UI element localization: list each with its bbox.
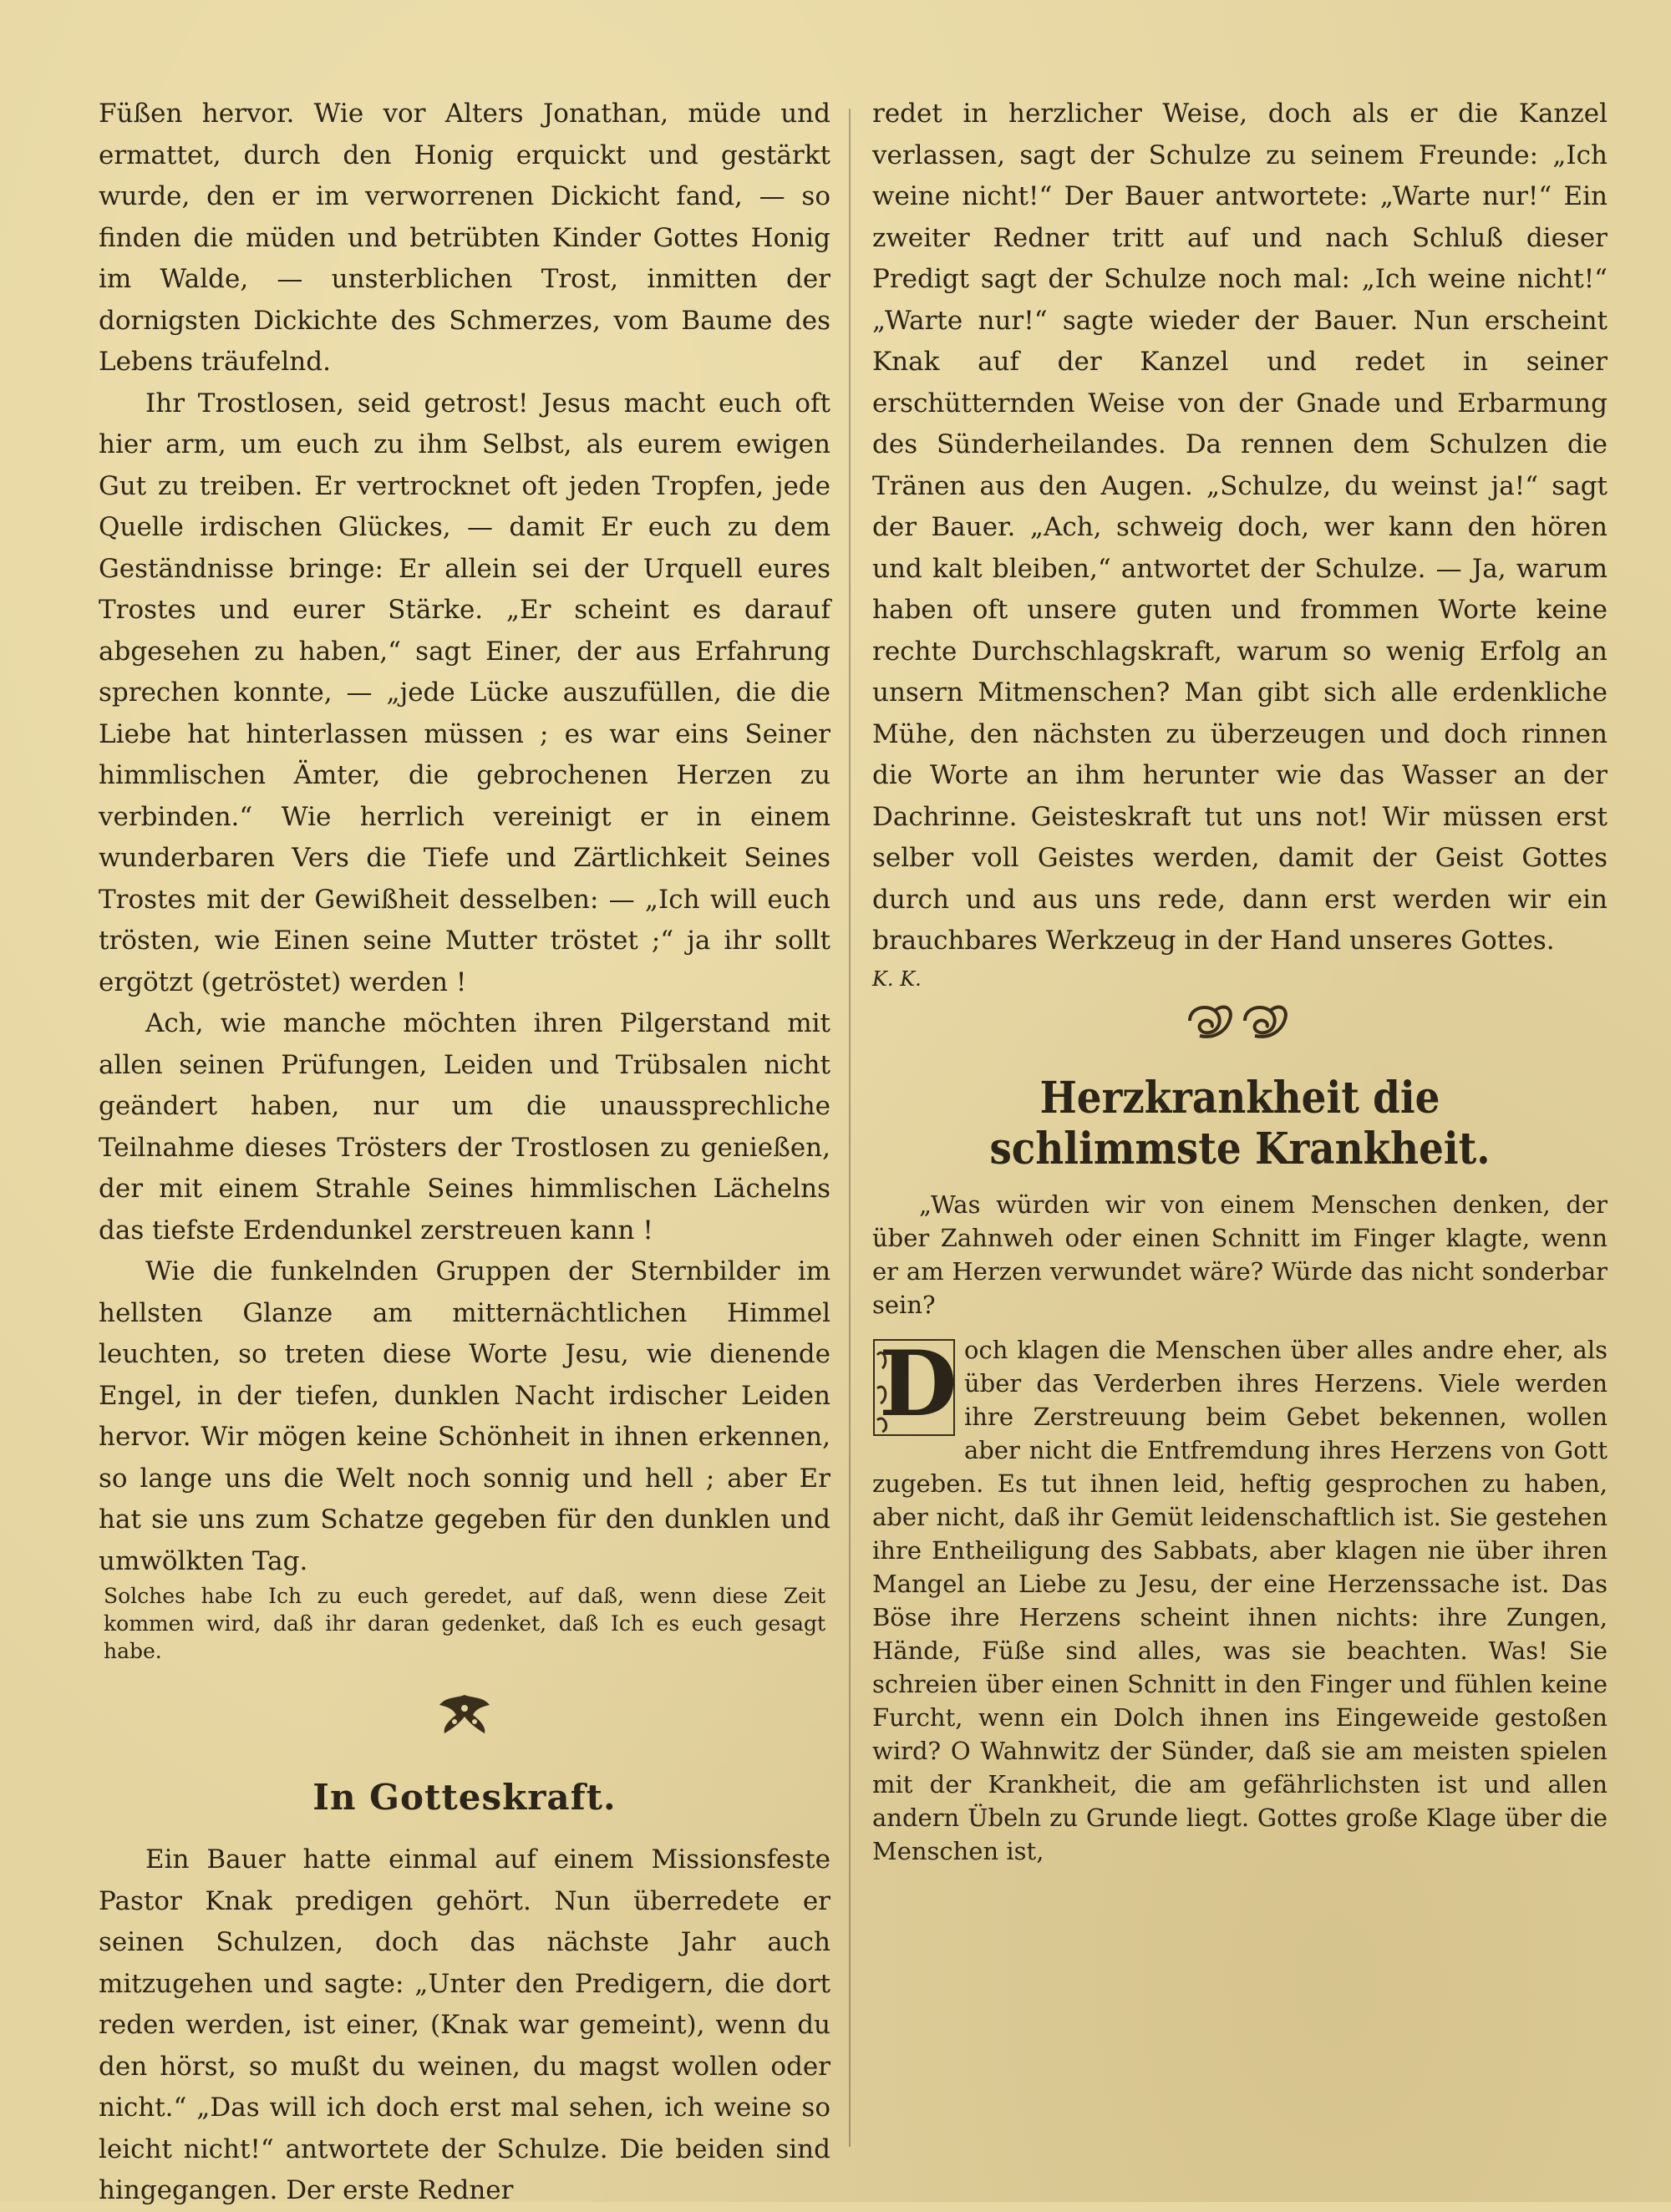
scripture-quote: Solches habe Ich zu euch geredet, auf daß, wenn diese Zeit kommen wird, daß ihr daran gedenket, daß Ich es euch gesagt habe. <box>104 1584 825 1663</box>
right-paragraph-2: och klagen die Menschen über alles andre eher, als über das Verderben ihres Herzens. Viele werden ihre Zerstreuung beim Gebet bekennen, wollen aber nicht die Entfremdung ihres Herzens von Gott zugeben. Es tut ihnen leid, heftig gesprochen zu haben, aber nicht, daß ihr Gemüt leidenschaftlich ist. Sie gestehen ihre Entheiligung des Sabbats, aber klagen nie über ihren Mangel an Liebe zu Jesu, der eine Herzenssache ist. Das Böse ihre Herzens scheint ihnen nichts: ihre Zungen, Hände, Füße sind alles, was sie beachten. Was! Sie schreien über einen Schnitt in den Finger und fühlen keine Furcht, wenn ein Dolch ihnen ins Eingeweide gestoßen wird? O Wahnwitz der Sünder, daß sie am meisten spielen mit der Krankheit, die am gefährlichsten ist und allen andern Übeln zu Grunde liegt. Gottes große Klage über die Menschen ist, <box>872 1335 1608 1865</box>
section-title-gotteskraft: In Gotteskraft. <box>312 1777 617 1818</box>
left-column <box>99 94 830 2212</box>
left-paragraph-3: Ach, wie manche möchten ihren Pilgerstand mit allen seinen Prüfungen, Leiden und Trübsalen nicht geändert haben, nur um die unaussprechliche Teilnahme dieses Trösters der Trostlosen zu genießen, der mit einem Strahle Seines himmlischen Lächelns das tiefste Erdendunkel zerstreuen kann ! <box>99 1008 830 1246</box>
dropcap-letter: D <box>879 1331 957 1437</box>
right-paragraph-1: redet in herzlicher Weise, doch als er die Kanzel verlassen, sagt der Schulze zu seinem Freunde: „Ich weine nicht!“ Der Bauer antwortete: „Warte nur!“ Ein zweiter Redner tritt auf und nach Schluß dieser Predigt sagt der Schulze noch mal: „Ich weine nicht!“ „Warte nur!“ sagte wieder der Bauer. Nun erscheint Knak auf der Kanzel und redet in seiner erschütternden Weise von der Gnade und Erbarmung des Sünderheilandes. Da rennen dem Schulzen die Tränen aus den Augen. „Schulze, du weinst ja!“ sagt der Bauer. „Ach, schweig doch, wer kann den hören und kalt bleiben,“ antwortet der Schulze. — Ja, warum haben oft unsere guten und frommen Worte keine rechte Durchschlagskraft, warum so wenig Erfolg an unsern Mitmenschen? Man gibt sich alle erdenkliche Mühe, den nächsten zu überzeugen und doch rinnen die Worte an ihm herunter wie das Wasser an der Dachrinne. Geisteskraft tut uns not! Wir müssen erst selber voll Geistes werden, damit der Geist Gottes durch und aus uns rede, dann erst werden wir ein brauchbares Werkzeug in der Hand unseres Gottes. <box>872 99 1608 956</box>
signature: K. K. <box>872 966 922 991</box>
left-paragraph-5: Ein Bauer hatte einmal auf einem Missionsfeste Pastor Knak predigen gehört. Nun überredete er seinen Schulzen, doch das nächste Jahr auch mitzugehen und sagte: „Unter den Predigern, die dort reden werden, ist einer, (Knak war gemeint), wenn du den hörst, so mußt du weinen, du magst wollen oder nicht.“ „Das will ich doch erst mal sehen, ich weine so leicht nicht!“ antwortete der Schulze. Die beiden sind hingegangen. Der erste Redner <box>99 1844 830 2205</box>
article-body <box>872 1333 1608 1868</box>
leaf-ornament-icon <box>99 1690 830 1740</box>
left-paragraph-4: Wie die funkelnden Gruppen der Sternbilder im hellsten Glanze am mitternächtlichen Himmel leuchten, so treten diese Worte Jesu, wie dienende Engel, in der tiefen, dunklen Nacht irdischer Leiden hervor. Wir mögen keine Schönheit in ihnen erkennen, so lange uns die Welt noch sonnig und hell ; aber Er hat sie uns zum Schatze gegeben für den dunklen und umwölkten Tag. <box>99 1256 830 1576</box>
left-paragraph-1: Füßen hervor. Wie vor Alters Jonathan, müde und ermattet, durch den Honig erquickt und gestärkt wurde, den er im verworrenen Dickicht fand, — so finden die müden und betrübten Kinder Gottes Honig im Walde, — unsterblichen Trost, inmitten der dornigsten Dickichte des Schmerzes, vom Baume des Lebens träufelnd. <box>99 99 830 377</box>
double-flourish-ornament-icon <box>872 997 1608 1048</box>
left-paragraph-2: Ihr Trostlosen, seid getrost! Jesus macht euch oft hier arm, um euch zu ihm Selbst, als eurem ewigen Gut zu treiben. Er vertrocknet oft jeden Tropfen, jede Quelle irdischen Glückes, — damit Er euch zu dem Geständnisse bringe: Er allein sei der Urquell eures Trostes und eurer Stärke. „Er scheint es darauf abgesehen zu haben,“ sagt Einer, der aus Erfahrung sprechen konnte, — „jede Lücke auszufüllen, die die Liebe hat hinterlassen müssen ; es war eins Seiner himmlischen Ämter, die gebrochenen Herzen zu verbinden.“ Wie herrlich vereinigt er in einem wunderbaren Vers die Tiefe und Zärtlichkeit Seines Trostes mit der Gewißheit desselben: — „Ich will euch trösten, wie Einen seine Mutter tröstet ;“ ja ihr sollt ergötzt (getröstet) werden ! <box>99 388 830 997</box>
ornate-initial-icon <box>872 1331 957 1437</box>
right-column <box>872 94 1608 1868</box>
section-title-herzkrankheit: Herzkrankheit die schlimmste Krankheit. <box>989 1072 1491 1174</box>
column-divider <box>849 109 851 2147</box>
intro-quote: „Was würden wir von einem Menschen denken, der über Zahnweh oder einen Schnitt im Finger klagte, wenn er am Herzen verwundet wäre? Würde das nicht sonderbar sein? <box>872 1190 1608 1319</box>
